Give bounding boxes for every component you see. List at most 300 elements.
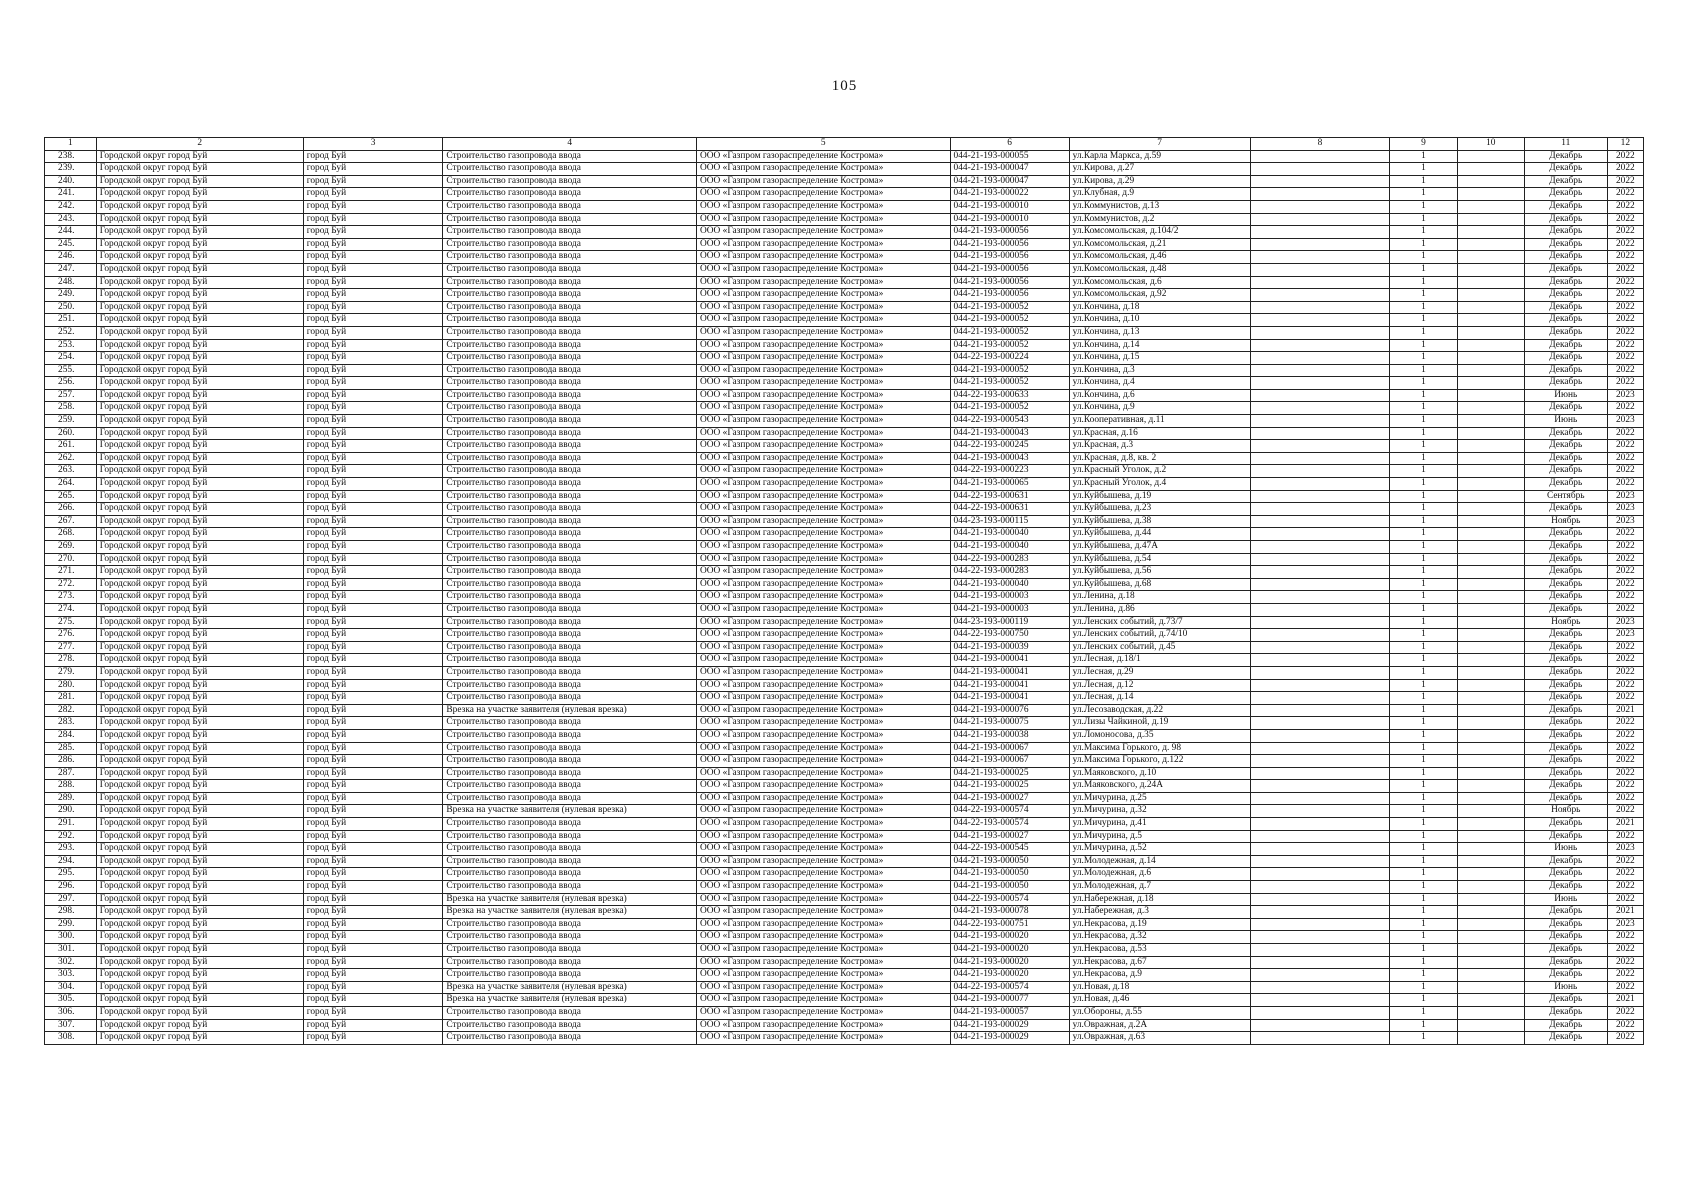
year-cell: 2022 (1607, 641, 1643, 654)
row-number-cell: 268. (45, 528, 97, 541)
settlement-cell: город Буй (303, 503, 443, 516)
year-cell: 2022 (1607, 427, 1643, 440)
settlement-cell: город Буй (303, 641, 443, 654)
work-type-cell: Строительство газопровода ввода (443, 314, 697, 327)
row-number-cell: 281. (45, 692, 97, 705)
municipality-cell: Городской округ город Буй (96, 515, 303, 528)
table-row (45, 377, 1644, 390)
reserve-cell (1457, 981, 1524, 994)
table-row (45, 578, 1644, 591)
reserve-cell (1457, 767, 1524, 780)
count-cell: 1 (1390, 666, 1457, 679)
row-number-cell: 277. (45, 641, 97, 654)
reserve-cell (1457, 402, 1524, 415)
table-row (45, 566, 1644, 579)
reserve-cell (1457, 188, 1524, 201)
municipality-cell: Городской округ город Буй (96, 868, 303, 881)
organization-cell: ООО «Газпром газораспределение Кострома» (696, 591, 950, 604)
settlement-cell: город Буй (303, 528, 443, 541)
address-cell: ул.Некрасова, д.9 (1069, 969, 1250, 982)
organization-cell: ООО «Газпром газораспределение Кострома» (696, 276, 950, 289)
organization-cell: ООО «Газпром газораспределение Кострома» (696, 805, 950, 818)
address-cell: ул.Максима Горького, д. 98 (1069, 742, 1250, 755)
organization-cell: ООО «Газпром газораспределение Кострома» (696, 415, 950, 428)
work-type-cell: Строительство газопровода ввода (443, 591, 697, 604)
contract-number-cell: 044-21-193-000052 (950, 339, 1069, 352)
reserve-cell (1457, 389, 1524, 402)
contract-number-cell: 044-23-193-000119 (950, 616, 1069, 629)
work-type-cell: Строительство газопровода ввода (443, 490, 697, 503)
extra-cell (1250, 641, 1390, 654)
reserve-cell (1457, 566, 1524, 579)
count-cell: 1 (1390, 415, 1457, 428)
settlement-cell: город Буй (303, 226, 443, 239)
year-cell: 2021 (1607, 994, 1643, 1007)
count-cell: 1 (1390, 704, 1457, 717)
row-number-cell: 266. (45, 503, 97, 516)
settlement-cell: город Буй (303, 654, 443, 667)
organization-cell: ООО «Газпром газораспределение Кострома» (696, 616, 950, 629)
extra-cell (1250, 742, 1390, 755)
reserve-cell (1457, 163, 1524, 176)
extra-cell (1250, 717, 1390, 730)
reserve-cell (1457, 893, 1524, 906)
header-row (45, 138, 1644, 151)
reserve-cell (1457, 478, 1524, 491)
reserve-cell (1457, 843, 1524, 856)
address-cell: ул.Комсомольская, д.104/2 (1069, 226, 1250, 239)
organization-cell: ООО «Газпром газораспределение Кострома» (696, 1032, 950, 1045)
month-cell: Ноябрь (1524, 515, 1607, 528)
work-type-cell: Строительство газопровода ввода (443, 427, 697, 440)
address-cell: ул.Кончина, д.13 (1069, 326, 1250, 339)
count-cell: 1 (1390, 629, 1457, 642)
month-cell: Декабрь (1524, 289, 1607, 302)
address-cell: ул.Красная, д.16 (1069, 427, 1250, 440)
reserve-cell (1457, 465, 1524, 478)
month-cell: Декабрь (1524, 528, 1607, 541)
organization-cell: ООО «Газпром газораспределение Кострома» (696, 742, 950, 755)
address-cell: ул.Лесная, д.14 (1069, 692, 1250, 705)
contract-number-cell: 044-21-193-000075 (950, 717, 1069, 730)
organization-cell: ООО «Газпром газораспределение Кострома» (696, 692, 950, 705)
address-cell: ул.Куйбышева, д.68 (1069, 578, 1250, 591)
work-type-cell: Строительство газопровода ввода (443, 251, 697, 264)
table-row (45, 389, 1644, 402)
year-cell: 2022 (1607, 301, 1643, 314)
organization-cell: ООО «Газпром газораспределение Кострома» (696, 666, 950, 679)
page-number: 105 (831, 78, 858, 94)
row-number-cell: 269. (45, 541, 97, 554)
work-type-cell: Строительство газопровода ввода (443, 818, 697, 831)
contract-number-cell: 044-22-193-000633 (950, 389, 1069, 402)
contract-number-cell: 044-21-193-000041 (950, 679, 1069, 692)
municipality-cell: Городской округ город Буй (96, 578, 303, 591)
month-cell: Декабрь (1524, 830, 1607, 843)
extra-cell (1250, 213, 1390, 226)
month-cell: Декабрь (1524, 679, 1607, 692)
settlement-cell: город Буй (303, 1019, 443, 1032)
count-cell: 1 (1390, 956, 1457, 969)
row-number-cell: 265. (45, 490, 97, 503)
settlement-cell: город Буй (303, 566, 443, 579)
organization-cell: ООО «Газпром газораспределение Кострома» (696, 465, 950, 478)
table-row (45, 541, 1644, 554)
address-cell: ул.Кирова, д.29 (1069, 175, 1250, 188)
municipality-cell: Городской округ город Буй (96, 1006, 303, 1019)
municipality-cell: Городской округ город Буй (96, 339, 303, 352)
year-cell: 2022 (1607, 326, 1643, 339)
column-header-7: 7 (1069, 138, 1250, 151)
municipality-cell: Городской округ город Буй (96, 553, 303, 566)
row-number-cell: 296. (45, 881, 97, 894)
row-number-cell: 301. (45, 944, 97, 957)
municipality-cell: Городской округ город Буй (96, 830, 303, 843)
count-cell: 1 (1390, 818, 1457, 831)
address-cell: ул.Куйбышева, д.23 (1069, 503, 1250, 516)
row-number-cell: 299. (45, 918, 97, 931)
contract-number-cell: 044-21-193-000040 (950, 578, 1069, 591)
organization-cell: ООО «Газпром газораспределение Кострома» (696, 238, 950, 251)
row-number-cell: 240. (45, 175, 97, 188)
organization-cell: ООО «Газпром газораспределение Кострома» (696, 251, 950, 264)
extra-cell (1250, 654, 1390, 667)
count-cell: 1 (1390, 566, 1457, 579)
row-number-cell: 251. (45, 314, 97, 327)
contract-number-cell: 044-21-193-000020 (950, 969, 1069, 982)
contract-number-cell: 044-22-193-000574 (950, 818, 1069, 831)
month-cell: Декабрь (1524, 301, 1607, 314)
settlement-cell: город Буй (303, 326, 443, 339)
table-row (45, 150, 1644, 163)
row-number-cell: 285. (45, 742, 97, 755)
contract-number-cell: 044-21-193-000078 (950, 906, 1069, 919)
organization-cell: ООО «Газпром газораспределение Кострома» (696, 490, 950, 503)
extra-cell (1250, 276, 1390, 289)
contract-number-cell: 044-21-193-000010 (950, 213, 1069, 226)
work-type-cell: Врезка на участке заявителя (нулевая врезка) (443, 805, 697, 818)
contract-number-cell: 044-21-193-000010 (950, 200, 1069, 213)
table-row (45, 1032, 1644, 1045)
month-cell: Декабрь (1524, 818, 1607, 831)
settlement-cell: город Буй (303, 666, 443, 679)
extra-cell (1250, 251, 1390, 264)
address-cell: ул.Молодежная, д.14 (1069, 855, 1250, 868)
address-cell: ул.Мичурина, д.25 (1069, 792, 1250, 805)
year-cell: 2022 (1607, 969, 1643, 982)
year-cell: 2022 (1607, 528, 1643, 541)
month-cell: Декабрь (1524, 855, 1607, 868)
work-type-cell: Строительство газопровода ввода (443, 238, 697, 251)
extra-cell (1250, 263, 1390, 276)
reserve-cell (1457, 818, 1524, 831)
year-cell: 2022 (1607, 377, 1643, 390)
table-body (45, 150, 1644, 1044)
count-cell: 1 (1390, 881, 1457, 894)
work-type-cell: Строительство газопровода ввода (443, 931, 697, 944)
year-cell: 2022 (1607, 729, 1643, 742)
settlement-cell: город Буй (303, 830, 443, 843)
organization-cell: ООО «Газпром газораспределение Кострома» (696, 704, 950, 717)
column-header-10: 10 (1457, 138, 1524, 151)
reserve-cell (1457, 1032, 1524, 1045)
settlement-cell: город Буй (303, 389, 443, 402)
count-cell: 1 (1390, 641, 1457, 654)
table-row (45, 175, 1644, 188)
year-cell: 2022 (1607, 364, 1643, 377)
year-cell: 2022 (1607, 855, 1643, 868)
extra-cell (1250, 440, 1390, 453)
municipality-cell: Городской округ город Буй (96, 238, 303, 251)
table-row (45, 767, 1644, 780)
extra-cell (1250, 616, 1390, 629)
address-cell: ул.Лесная, д.29 (1069, 666, 1250, 679)
extra-cell (1250, 578, 1390, 591)
address-cell: ул.Куйбышева, д.19 (1069, 490, 1250, 503)
address-cell: ул.Набережная, д.3 (1069, 906, 1250, 919)
month-cell: Декабрь (1524, 175, 1607, 188)
count-cell: 1 (1390, 729, 1457, 742)
reserve-cell (1457, 226, 1524, 239)
extra-cell (1250, 956, 1390, 969)
month-cell: Декабрь (1524, 452, 1607, 465)
contract-number-cell: 044-21-193-000052 (950, 301, 1069, 314)
count-cell: 1 (1390, 893, 1457, 906)
organization-cell: ООО «Газпром газораспределение Кострома» (696, 452, 950, 465)
extra-cell (1250, 969, 1390, 982)
contract-number-cell: 044-21-193-000043 (950, 452, 1069, 465)
organization-cell: ООО «Газпром газораспределение Кострома» (696, 289, 950, 302)
row-number-cell: 298. (45, 906, 97, 919)
contract-number-cell: 044-22-193-000750 (950, 629, 1069, 642)
contract-number-cell: 044-22-193-000224 (950, 352, 1069, 365)
contract-number-cell: 044-21-193-000052 (950, 314, 1069, 327)
year-cell: 2022 (1607, 465, 1643, 478)
gasification-table-sheet (44, 137, 1644, 1045)
work-type-cell: Строительство газопровода ввода (443, 717, 697, 730)
year-cell: 2022 (1607, 679, 1643, 692)
reserve-cell (1457, 1019, 1524, 1032)
reserve-cell (1457, 213, 1524, 226)
municipality-cell: Городской округ город Буй (96, 918, 303, 931)
municipality-cell: Городской округ город Буй (96, 931, 303, 944)
extra-cell (1250, 981, 1390, 994)
extra-cell (1250, 238, 1390, 251)
month-cell: Декабрь (1524, 881, 1607, 894)
contract-number-cell: 044-21-193-000076 (950, 704, 1069, 717)
year-cell: 2022 (1607, 780, 1643, 793)
table-row (45, 465, 1644, 478)
column-header-4: 4 (443, 138, 697, 151)
municipality-cell: Городской округ город Буй (96, 364, 303, 377)
address-cell: ул.Максима Горького, д.122 (1069, 755, 1250, 768)
extra-cell (1250, 402, 1390, 415)
row-number-cell: 261. (45, 440, 97, 453)
count-cell: 1 (1390, 427, 1457, 440)
address-cell: ул.Ленских событий, д.74/10 (1069, 629, 1250, 642)
municipality-cell: Городской округ город Буй (96, 755, 303, 768)
extra-cell (1250, 629, 1390, 642)
extra-cell (1250, 326, 1390, 339)
settlement-cell: город Буй (303, 843, 443, 856)
municipality-cell: Городской округ город Буй (96, 641, 303, 654)
reserve-cell (1457, 742, 1524, 755)
table-row (45, 528, 1644, 541)
work-type-cell: Строительство газопровода ввода (443, 440, 697, 453)
reserve-cell (1457, 931, 1524, 944)
settlement-cell: город Буй (303, 881, 443, 894)
row-number-cell: 302. (45, 956, 97, 969)
year-cell: 2022 (1607, 868, 1643, 881)
contract-number-cell: 044-21-193-000041 (950, 654, 1069, 667)
organization-cell: ООО «Газпром газораспределение Кострома» (696, 654, 950, 667)
extra-cell (1250, 830, 1390, 843)
address-cell: ул.Мичурина, д.5 (1069, 830, 1250, 843)
contract-number-cell: 044-21-193-000038 (950, 729, 1069, 742)
reserve-cell (1457, 994, 1524, 1007)
row-number-cell: 300. (45, 931, 97, 944)
contract-number-cell: 044-22-193-000543 (950, 415, 1069, 428)
extra-cell (1250, 314, 1390, 327)
row-number-cell: 289. (45, 792, 97, 805)
contract-number-cell: 044-21-193-000020 (950, 956, 1069, 969)
organization-cell: ООО «Газпром газораспределение Кострома» (696, 1006, 950, 1019)
work-type-cell: Строительство газопровода ввода (443, 666, 697, 679)
row-number-cell: 278. (45, 654, 97, 667)
month-cell: Июнь (1524, 981, 1607, 994)
municipality-cell: Городской округ город Буй (96, 415, 303, 428)
year-cell: 2022 (1607, 944, 1643, 957)
month-cell: Декабрь (1524, 792, 1607, 805)
row-number-cell: 263. (45, 465, 97, 478)
settlement-cell: город Буй (303, 352, 443, 365)
municipality-cell: Городской округ город Буй (96, 503, 303, 516)
reserve-cell (1457, 717, 1524, 730)
municipality-cell: Городской округ город Буй (96, 805, 303, 818)
organization-cell: ООО «Газпром газораспределение Кострома» (696, 918, 950, 931)
table-row (45, 263, 1644, 276)
count-cell: 1 (1390, 830, 1457, 843)
extra-cell (1250, 289, 1390, 302)
row-number-cell: 239. (45, 163, 97, 176)
reserve-cell (1457, 314, 1524, 327)
work-type-cell: Строительство газопровода ввода (443, 692, 697, 705)
extra-cell (1250, 666, 1390, 679)
work-type-cell: Строительство газопровода ввода (443, 578, 697, 591)
row-number-cell: 287. (45, 767, 97, 780)
settlement-cell: город Буй (303, 767, 443, 780)
address-cell: ул.Комсомольская, д.92 (1069, 289, 1250, 302)
organization-cell: ООО «Газпром газораспределение Кострома» (696, 541, 950, 554)
work-type-cell: Строительство газопровода ввода (443, 792, 697, 805)
extra-cell (1250, 566, 1390, 579)
settlement-cell: город Буй (303, 263, 443, 276)
count-cell: 1 (1390, 301, 1457, 314)
reserve-cell (1457, 692, 1524, 705)
address-cell: ул.Лесная, д.12 (1069, 679, 1250, 692)
table-row (45, 427, 1644, 440)
row-number-cell: 275. (45, 616, 97, 629)
work-type-cell: Строительство газопровода ввода (443, 541, 697, 554)
count-cell: 1 (1390, 289, 1457, 302)
address-cell: ул.Некрасова, д.53 (1069, 944, 1250, 957)
work-type-cell: Строительство газопровода ввода (443, 641, 697, 654)
address-cell: ул.Ленина, д.86 (1069, 603, 1250, 616)
contract-number-cell: 044-21-193-000056 (950, 238, 1069, 251)
work-type-cell: Строительство газопровода ввода (443, 276, 697, 289)
address-cell: ул.Маяковского, д.24А (1069, 780, 1250, 793)
municipality-cell: Городской округ город Буй (96, 704, 303, 717)
contract-number-cell: 044-21-193-000055 (950, 150, 1069, 163)
reserve-cell (1457, 591, 1524, 604)
count-cell: 1 (1390, 226, 1457, 239)
row-number-cell: 259. (45, 415, 97, 428)
organization-cell: ООО «Газпром газораспределение Кострома» (696, 188, 950, 201)
address-cell: ул.Красный Уголок, д.4 (1069, 478, 1250, 491)
count-cell: 1 (1390, 402, 1457, 415)
settlement-cell: город Буй (303, 490, 443, 503)
organization-cell: ООО «Газпром газораспределение Кострома» (696, 981, 950, 994)
extra-cell (1250, 692, 1390, 705)
table-row (45, 478, 1644, 491)
contract-number-cell: 044-21-193-000056 (950, 263, 1069, 276)
month-cell: Декабрь (1524, 931, 1607, 944)
table-row (45, 226, 1644, 239)
extra-cell (1250, 906, 1390, 919)
work-type-cell: Строительство газопровода ввода (443, 452, 697, 465)
reserve-cell (1457, 780, 1524, 793)
extra-cell (1250, 603, 1390, 616)
work-type-cell: Строительство газопровода ввода (443, 767, 697, 780)
count-cell: 1 (1390, 616, 1457, 629)
extra-cell (1250, 339, 1390, 352)
month-cell: Ноябрь (1524, 805, 1607, 818)
year-cell: 2023 (1607, 843, 1643, 856)
extra-cell (1250, 679, 1390, 692)
work-type-cell: Строительство газопровода ввода (443, 881, 697, 894)
table-row (45, 931, 1644, 944)
organization-cell: ООО «Газпром газораспределение Кострома» (696, 717, 950, 730)
settlement-cell: город Буй (303, 553, 443, 566)
organization-cell: ООО «Газпром газораспределение Кострома» (696, 301, 950, 314)
work-type-cell: Строительство газопровода ввода (443, 1006, 697, 1019)
year-cell: 2022 (1607, 692, 1643, 705)
municipality-cell: Городской округ город Буй (96, 616, 303, 629)
table-row (45, 679, 1644, 692)
table-row (45, 906, 1644, 919)
contract-number-cell: 044-21-193-000039 (950, 641, 1069, 654)
address-cell: ул.Куйбышева, д.38 (1069, 515, 1250, 528)
count-cell: 1 (1390, 238, 1457, 251)
month-cell: Декабрь (1524, 226, 1607, 239)
work-type-cell: Строительство газопровода ввода (443, 1019, 697, 1032)
row-number-cell: 264. (45, 478, 97, 491)
settlement-cell: город Буй (303, 478, 443, 491)
row-number-cell: 250. (45, 301, 97, 314)
contract-number-cell: 044-22-193-000574 (950, 893, 1069, 906)
year-cell: 2022 (1607, 956, 1643, 969)
reserve-cell (1457, 918, 1524, 931)
table-row (45, 616, 1644, 629)
row-number-cell: 254. (45, 352, 97, 365)
work-type-cell: Строительство газопровода ввода (443, 339, 697, 352)
settlement-cell: город Буй (303, 276, 443, 289)
address-cell: ул.Кончина, д.10 (1069, 314, 1250, 327)
work-type-cell: Строительство газопровода ввода (443, 944, 697, 957)
row-number-cell: 271. (45, 566, 97, 579)
address-cell: ул.Кончина, д.6 (1069, 389, 1250, 402)
work-type-cell: Строительство газопровода ввода (443, 503, 697, 516)
